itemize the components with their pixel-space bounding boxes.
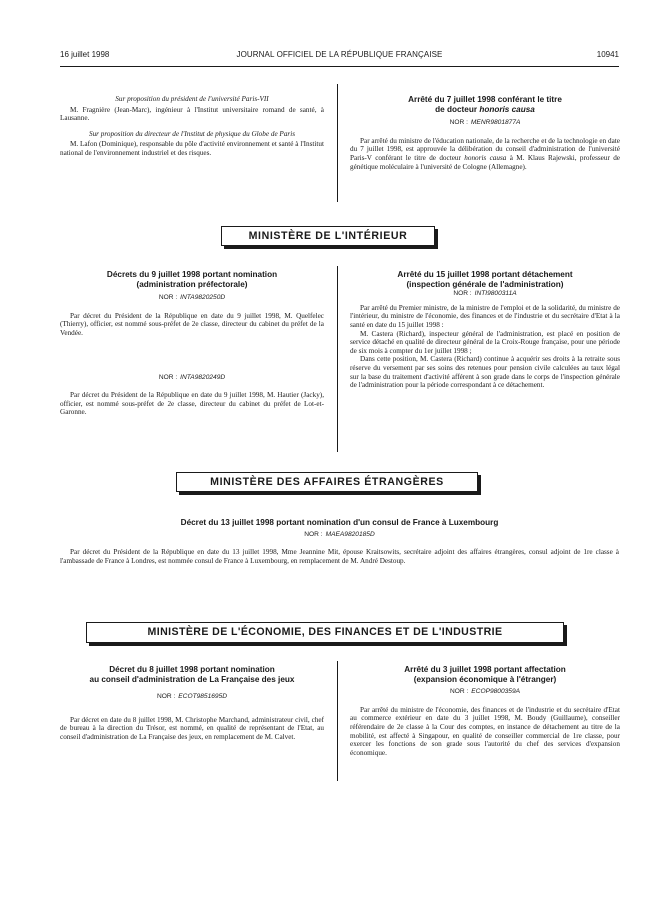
act-title: Arrêté du 7 juillet 1998 conférant le titre de docteur honoris causa — [408, 95, 562, 114]
paragraph: Par arrêté du Premier ministre, de la ministre de l'emploi et de la solidarité, du ministre de l'intérieur, du ministre de l'économie, des finances et de l'industrie et du secrétaire d'Etat à la santé en date du 15 juillet 1998 : — [350, 303, 620, 329]
proposition-text: Sur proposition du directeur de l'Institut de physique du Globe de Paris — [88, 129, 296, 138]
paragraph: Par arrêté du ministre de l'économie, des finances et de l'industrie et du secrétaire d'Etat au commerce extérieur en date du 3 juillet 1998, M. Boudy (Guillaume), conseiller référendaire de 2e classe à la Cour des comptes, en instance de détachement au titre de la mobilité, est affecté à Singapour, en qualité de conseiller commercial de 1re classe, pour exercer les fonctions de son grade sous l'autorité du chef des services d'expansion économique. — [350, 705, 620, 757]
act-title: Décret du 8 juillet 1998 portant nomination au conseil d'administration de La Française des jeux — [89, 665, 295, 684]
page-header — [60, 50, 619, 64]
top-left-column — [60, 93, 324, 158]
header-page-number: 10941 — [596, 50, 619, 59]
paragraph: Par décret du Président de la République en date du 9 juillet 1998, M. Hautier (Jacky), officier, est nommé sous-préfet de 2e classe, directeur du cabinet du préfet de Lot-et-Garonne. — [60, 391, 324, 417]
nor-reference: NOR : ECOP9800359A — [449, 688, 521, 696]
act-title: Décrets du 9 juillet 1998 portant nomination (administration préfectorale) — [106, 270, 278, 289]
nor-reference: NOR : MENR9801877A — [449, 119, 521, 127]
affaires-section — [60, 518, 619, 565]
paragraph: Par décret du Président de la République en date du 9 juillet 1998, M. Quelfelec (Thierry), officier, est nommé sous-préfet de 2e classe, directeur du cabinet du préfet de la Vendée. — [60, 311, 324, 337]
paragraph: Par décret en date du 8 juillet 1998, M. Christophe Marchand, administrateur civil, chef de bureau à la direction du Trésor, est nommé, en qualité de représentant de l'Etat, au conseil d'administration de La Française des jeux, en remplacement de M. Calvet. — [60, 715, 324, 741]
interieur-right-column — [350, 270, 620, 390]
header-rule — [60, 66, 619, 67]
proposition-text: Sur proposition du président de l'université Paris-VII — [115, 95, 269, 103]
eco-right-column — [350, 665, 620, 757]
paragraph: Par arrêté du ministre de l'éducation nationale, de la recherche et de la technologie en date du 7 juillet 1998, est approuvée la délibération du conseil d'administration de l'université Paris-V conférant le titre de docteur honoris causa à M. Klaus Rajewski, professeur de génétique moléculaire à l'université de Cologne (Allemagne). — [350, 136, 620, 171]
column-divider — [337, 84, 338, 202]
nor-reference: NOR : ECOT9851695D — [156, 693, 228, 701]
top-right-column — [350, 95, 620, 171]
interieur-left-column — [60, 270, 324, 417]
paragraph: M. Lafon (Dominique), responsable du pôle d'activité environnement et santé à l'Institut national de l'environnement industriel et des risques. — [60, 140, 324, 157]
column-divider — [337, 266, 338, 452]
column-divider — [337, 661, 338, 781]
paragraph: M. Castera (Richard), inspecteur général de l'administration, est placé en position de service détaché en qualité de directeur général de la Croix-Rouge française, pour une période de six mois à compter du 1er juillet 1998 ; — [350, 329, 620, 355]
nor-reference: NOR : INTA9820249D — [158, 373, 226, 381]
act-title: Arrêté du 15 juillet 1998 portant détachement (inspection générale de l'administration) — [397, 270, 573, 289]
ministry-heading-affaires-etrangeres: MINISTÈRE DES AFFAIRES ÉTRANGÈRES — [176, 472, 478, 492]
paragraph: Dans cette position, M. Castera (Richard) continue à acquérir ses droits à la retraite sous réserve du versement par ses soins des retenues pour pension civile calculées au taux légal sur la base du traitement d'activité afférent à son grade dans le corps de l'inspection générale de l'administration pour la période correspondant à ce détachement. — [350, 355, 620, 390]
paragraph: Par décret du Président de la République en date du 13 juillet 1998, Mme Jeannine Mit, épouse Kraitsowits, secrétaire adjoint des affaires étrangères, consul adjoint de 1re classe à l'ambassade de France à Londres, est nommée consul de France à Luxembourg, en remplacement de M. André Destoup. — [60, 548, 619, 565]
header-journal-title: JOURNAL OFFICIEL DE LA RÉPUBLIQUE FRANÇAISE — [236, 50, 443, 59]
act-title: Décret du 13 juillet 1998 portant nomination d'un consul de France à Luxembourg — [180, 518, 499, 527]
eco-left-column — [60, 665, 324, 742]
paragraph: M. Fragnière (Jean-Marc), ingénieur à l'Institut universitaire romand de santé, à Lausanne. — [60, 105, 324, 123]
act-title: Arrêté du 3 juillet 1998 portant affectation (expansion économique à l'étranger) — [404, 665, 566, 684]
nor-reference: NOR : INTI9800311A — [453, 290, 517, 298]
ministry-heading-economie: MINISTÈRE DE L'ÉCONOMIE, DES FINANCES ET DE L'INDUSTRIE — [86, 622, 564, 643]
nor-reference: NOR : INTA9820250D — [158, 294, 226, 302]
nor-reference: NOR : MAEA9820185D — [304, 530, 375, 538]
header-date: 16 juillet 1998 — [60, 50, 110, 59]
ministry-heading-interieur: MINISTÈRE DE L'INTÉRIEUR — [221, 226, 435, 246]
